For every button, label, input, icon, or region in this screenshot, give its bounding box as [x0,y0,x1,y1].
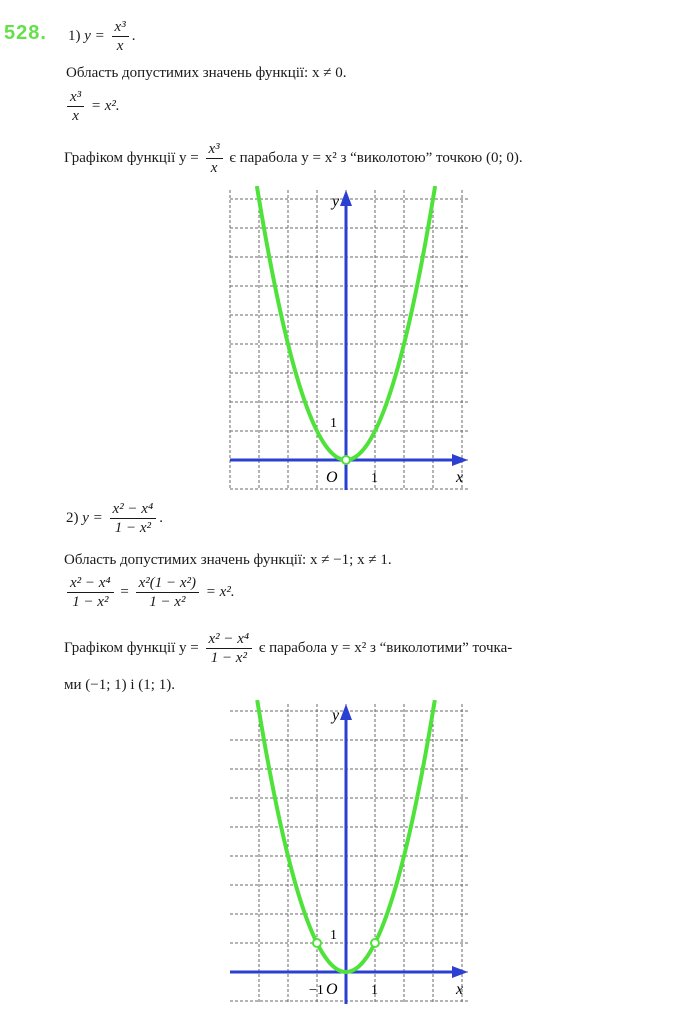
graph-prefix: Графіком функції y = [64,639,199,656]
origin-label: O [326,469,338,486]
part1-label: 1) [68,27,81,44]
part1-simplify-fraction [67,88,84,125]
graph-suffix: є парабола y = x² з “виколотою” точкою (0; 0). [229,149,523,166]
y-axis-label: y [332,707,340,724]
part2-graph-description [64,630,512,667]
part2-simplification [64,574,235,611]
part1-simplify-rhs: = x². [90,97,120,114]
x-axis-label: x [456,469,464,486]
part1-graph-description [64,140,523,177]
y-axis-arrow [340,190,352,206]
parabola-graph-1 [228,186,470,492]
part2-graph-line2: ми (−1; 1) і (1; 1). [64,677,175,693]
punctured-point [342,456,350,464]
fraction-denominator: x [116,38,124,54]
y-tick-label: 1 [330,416,337,431]
part1-lhs: y = [84,27,105,44]
y-axis-label: y [332,193,340,210]
problem-number: 528. [4,22,47,44]
part2-function [66,500,163,537]
part2-simplify-rhs: = x². [205,583,235,600]
graph-prefix: Графіком функції y = [64,149,199,166]
fraction-denominator: 1 − x² [114,520,151,536]
graph-suffix: є парабола y = x² з “виколотими” точка- [258,639,513,656]
part1-graph-fraction [206,140,223,177]
punctured-point [313,939,321,947]
part2-end: . [159,509,163,526]
y-axis-arrow [340,704,352,720]
x-axis-label: x [456,981,464,998]
part1-fraction [112,18,129,55]
equals-sign: = [120,583,129,600]
origin-label: O [326,981,338,998]
x-axis-arrow [452,454,468,466]
fraction-denominator: 1 − x² [72,594,109,610]
part1-simplification [64,88,120,125]
x-tick-label: 1 [371,983,378,998]
part1-function [68,18,135,55]
part1-domain: Область допустимих значень функції: x ≠ 0. [66,65,347,81]
fraction-numerator: x² − x⁴ [110,500,157,519]
part2-lhs: y = [82,509,103,526]
part2-fraction [110,500,157,537]
fraction-denominator: 1 − x² [149,594,186,610]
fraction-denominator: x [210,160,218,176]
x-axis-arrow [452,966,468,978]
fraction-numerator: x³ [67,88,84,107]
part2-simplify-fraction-2 [136,574,199,611]
part2-label: 2) [66,509,79,526]
y-tick-label: 1 [330,928,337,943]
fraction-numerator: x² − x⁴ [67,574,114,593]
fraction-denominator: 1 − x² [210,650,247,666]
fraction-numerator: x³ [206,140,223,159]
fraction-numerator: x² − x⁴ [206,630,253,649]
fraction-numerator: x³ [112,18,129,37]
part2-domain: Область допустимих значень функції: x ≠ −1; x ≠ 1. [64,552,392,568]
part2-simplify-fraction-1 [67,574,114,611]
punctured-point [371,939,379,947]
part1-end: . [131,27,136,44]
fraction-denominator: x [72,108,79,124]
x-tick-label: 1 [371,471,378,486]
x-tick-label: −1 [309,983,324,998]
part2-graph-fraction [206,630,253,667]
fraction-numerator: x²(1 − x²) [136,574,199,593]
parabola-graph-2 [228,700,470,1006]
